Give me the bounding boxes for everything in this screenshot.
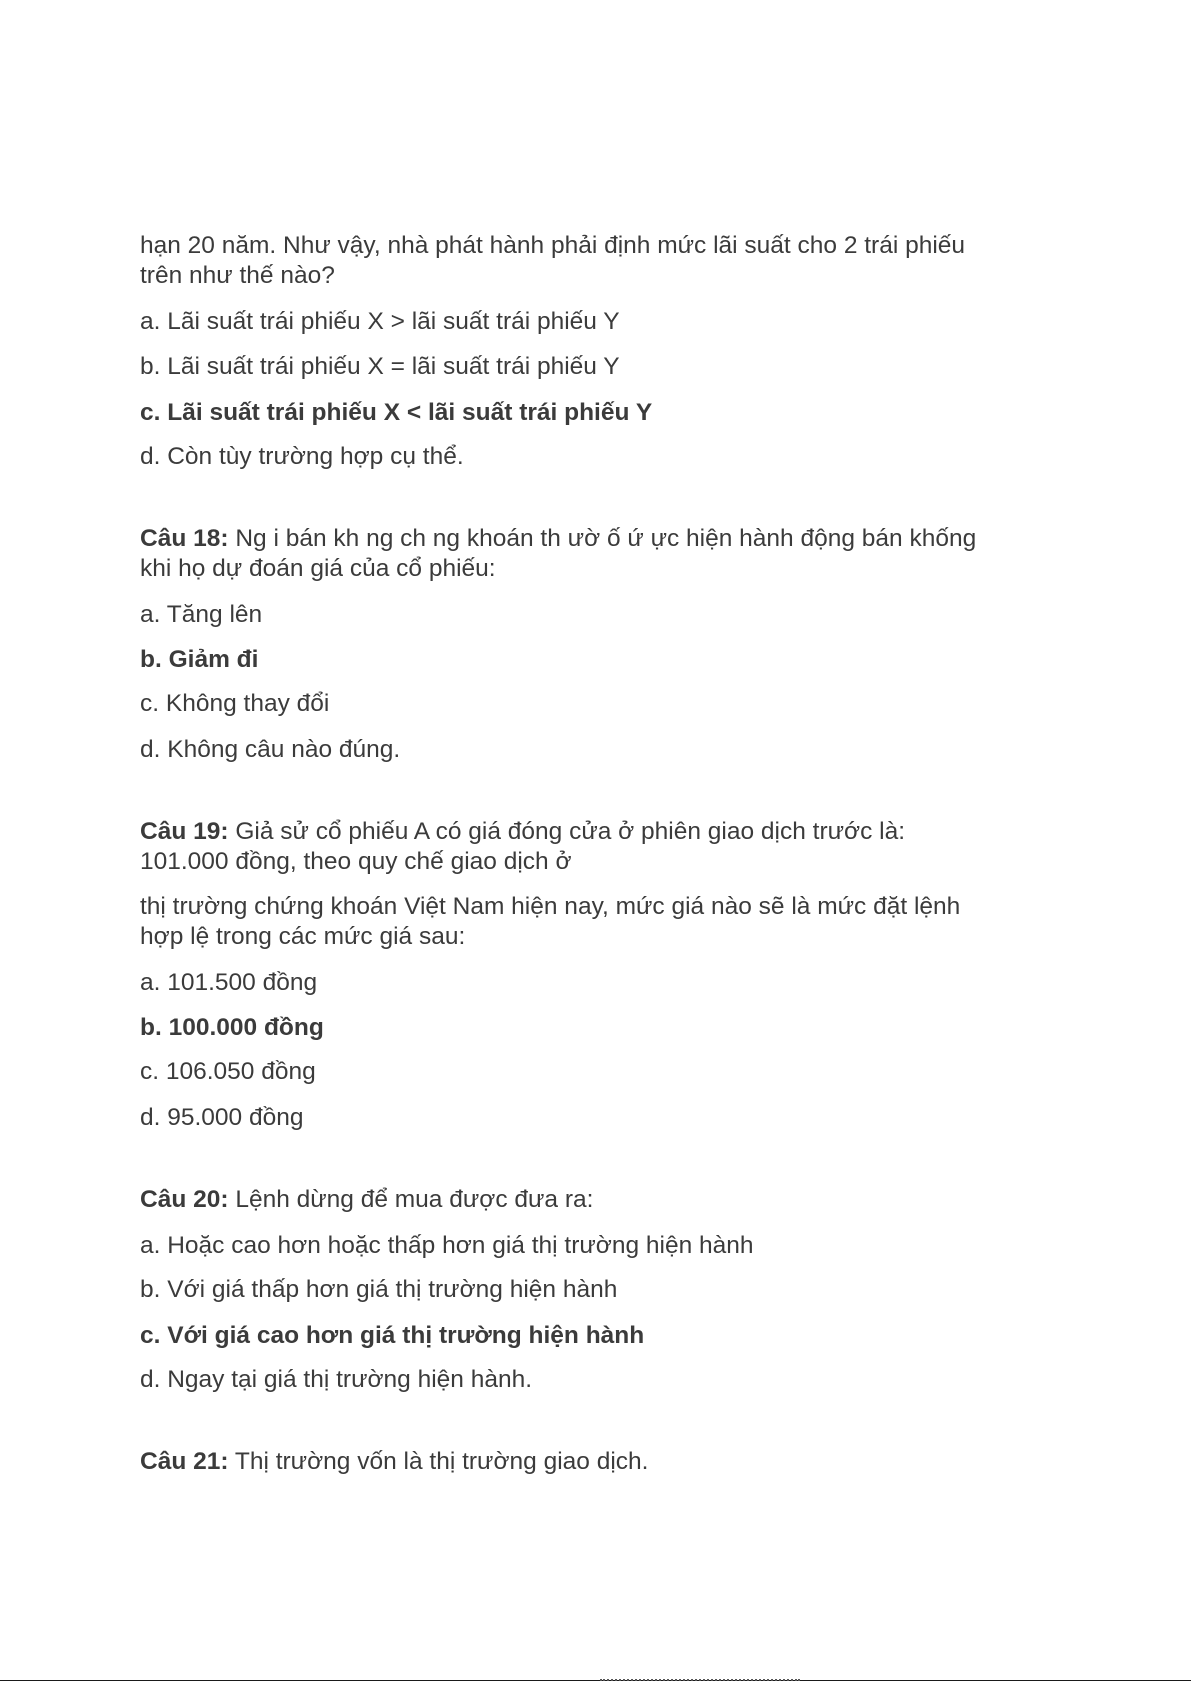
q19-option-a: a. 101.500 đồng (140, 969, 318, 996)
q19-label: Câu 19: (140, 818, 229, 845)
q18-option-c: c. Không thay đổi (140, 690, 330, 717)
q18-text-1: Ng i bán kh ng ch ng khoán th ườ ố ứ ực hiện hành động bán khống (228, 525, 977, 552)
q19-option-c: c. 106.050 đồng (140, 1058, 316, 1085)
q20-option-c-answer: c. Với giá cao hơn giá thị trường hiện hành (140, 1322, 645, 1349)
q18-label: Câu 18: (140, 525, 229, 552)
q20-option-b: b. Với giá thấp hơn giá thị trường hiện hành (140, 1276, 618, 1303)
q21-text-line-1 (140, 1448, 1060, 1476)
page-bottom-dotted-mark (600, 1679, 800, 1681)
q20-text-1: Lệnh dừng để mua được đưa ra: (228, 1186, 594, 1213)
intro-line-1: hạn 20 năm. Như vậy, nhà phát hành phải định mức lãi suất cho 2 trái phiếu (140, 232, 966, 259)
q19-text-line-2: 101.000 đồng, theo quy chế giao dịch ở (140, 848, 572, 875)
q21-text-1: Thị trường vốn là thị trường giao dịch. (228, 1448, 649, 1475)
intro-option-b: b. Lãi suất trái phiếu X = lãi suất trái phiếu Y (140, 353, 620, 380)
q19-text-line-3: thị trường chứng khoán Việt Nam hiện nay, mức giá nào sẽ là mức đặt lệnh (140, 893, 961, 920)
q18-text-line-1 (140, 525, 1060, 553)
q18-option-d: d. Không câu nào đúng. (140, 736, 401, 763)
intro-option-a: a. Lãi suất trái phiếu X > lãi suất trái phiếu Y (140, 308, 620, 335)
q19-text-1: Giả sử cổ phiếu A có giá đóng cửa ở phiên giao dịch trước là: (228, 818, 906, 845)
q19-text-line-1 (140, 818, 1060, 846)
q20-option-d: d. Ngay tại giá thị trường hiện hành. (140, 1366, 533, 1393)
q18-option-a: a. Tăng lên (140, 601, 263, 628)
q19-option-b-answer: b. 100.000 đồng (140, 1014, 324, 1041)
intro-line-2: trên như thế nào? (140, 262, 335, 289)
page-bottom-rule (0, 1680, 1191, 1681)
q18-text-line-2: khi họ dự đoán giá của cổ phiếu: (140, 555, 496, 582)
q19-option-d: d. 95.000 đồng (140, 1104, 304, 1131)
intro-option-d: d. Còn tùy trường hợp cụ thể. (140, 443, 464, 470)
q20-text-line-1 (140, 1186, 1060, 1214)
q19-text-line-4: hợp lệ trong các mức giá sau: (140, 923, 466, 950)
q21-label: Câu 21: (140, 1448, 229, 1475)
q18-option-b-answer: b. Giảm đi (140, 646, 259, 673)
q20-option-a: a. Hoặc cao hơn hoặc thấp hơn giá thị trường hiện hành (140, 1232, 754, 1259)
q20-label: Câu 20: (140, 1186, 229, 1213)
intro-option-c-answer: c. Lãi suất trái phiếu X < lãi suất trái phiếu Y (140, 399, 653, 426)
